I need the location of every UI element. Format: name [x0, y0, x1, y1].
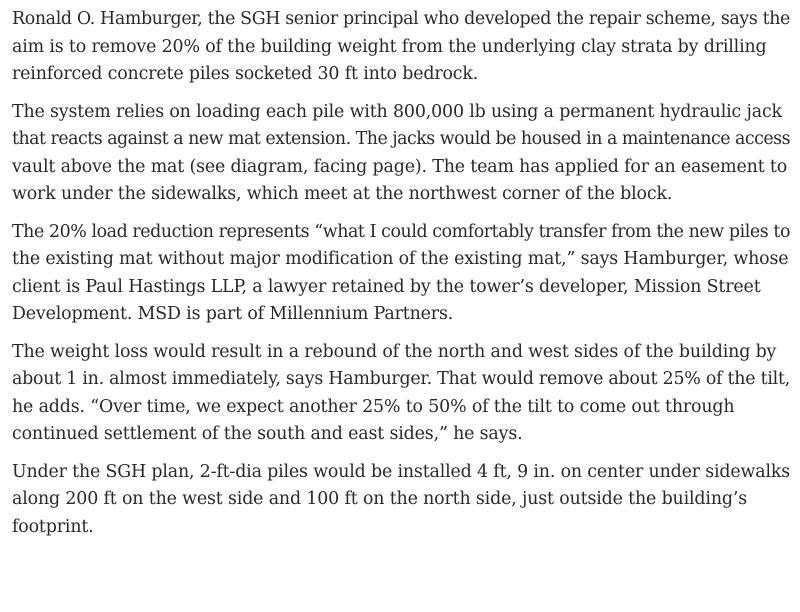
paragraph-sgh-plan: [12, 459, 790, 542]
paragraph-line: Ronald O. Hamburger, the SGH senior principal who developed the repair scheme, says the: [12, 9, 790, 29]
paragraph-line: about 1 in. almost immediately, says Hamburger. That would remove about 25% of the tilt,: [12, 369, 790, 389]
paragraph-line: The system relies on loading each pile with 800,000 lb using a permanent hydraulic jack: [12, 101, 782, 122]
paragraph-line: client is Paul Hastings LLP, a lawyer retained by the tower’s developer, Mission Street: [12, 276, 761, 297]
paragraph-weight-loss: [12, 339, 790, 449]
paragraph-line: reinforced concrete piles socketed 30 ft into bedrock.: [12, 64, 479, 84]
paragraph-line: work under the sidewalks, which meet at the northwest corner of the block.: [12, 184, 673, 204]
paragraph-line: The 20% load reduction represents “what I could comfortably transfer from the new piles to: [12, 221, 790, 242]
paragraph-repair-scheme: [12, 6, 790, 89]
paragraph-line: continued settlement of the south and east sides,” he says.: [12, 424, 523, 444]
paragraph-line: along 200 ft on the west side and 100 ft on the north side, just outside the building’s: [12, 489, 748, 509]
paragraph-load-reduction: [12, 219, 790, 329]
paragraph-line: Development. MSD is part of Millennium Partners.: [12, 304, 454, 324]
paragraph-line: that reacts against a new mat extension. The jacks would be housed in a maintenance access: [12, 129, 790, 149]
paragraph-line: The weight loss would result in a rebound of the north and west sides of the building by: [12, 341, 777, 362]
paragraph-hydraulic-jack: [12, 99, 790, 209]
paragraph-line: Under the SGH plan, 2-ft-dia piles would be installed 4 ft, 9 in. on center under sidewalks: [12, 461, 790, 482]
paragraph-line: aim is to remove 20% of the building weight from the underlying clay strata by drilling: [12, 36, 767, 57]
paragraph-line: vault above the mat (see diagram, facing page). The team has applied for an easement to: [12, 156, 788, 177]
paragraph-line: he adds. “Over time, we expect another 25% to 50% of the tilt to come out through: [12, 396, 735, 417]
paragraph-line: the existing mat without major modification of the existing mat,” says Hamburger, whose: [12, 249, 789, 269]
paragraph-line: footprint.: [12, 516, 94, 537]
